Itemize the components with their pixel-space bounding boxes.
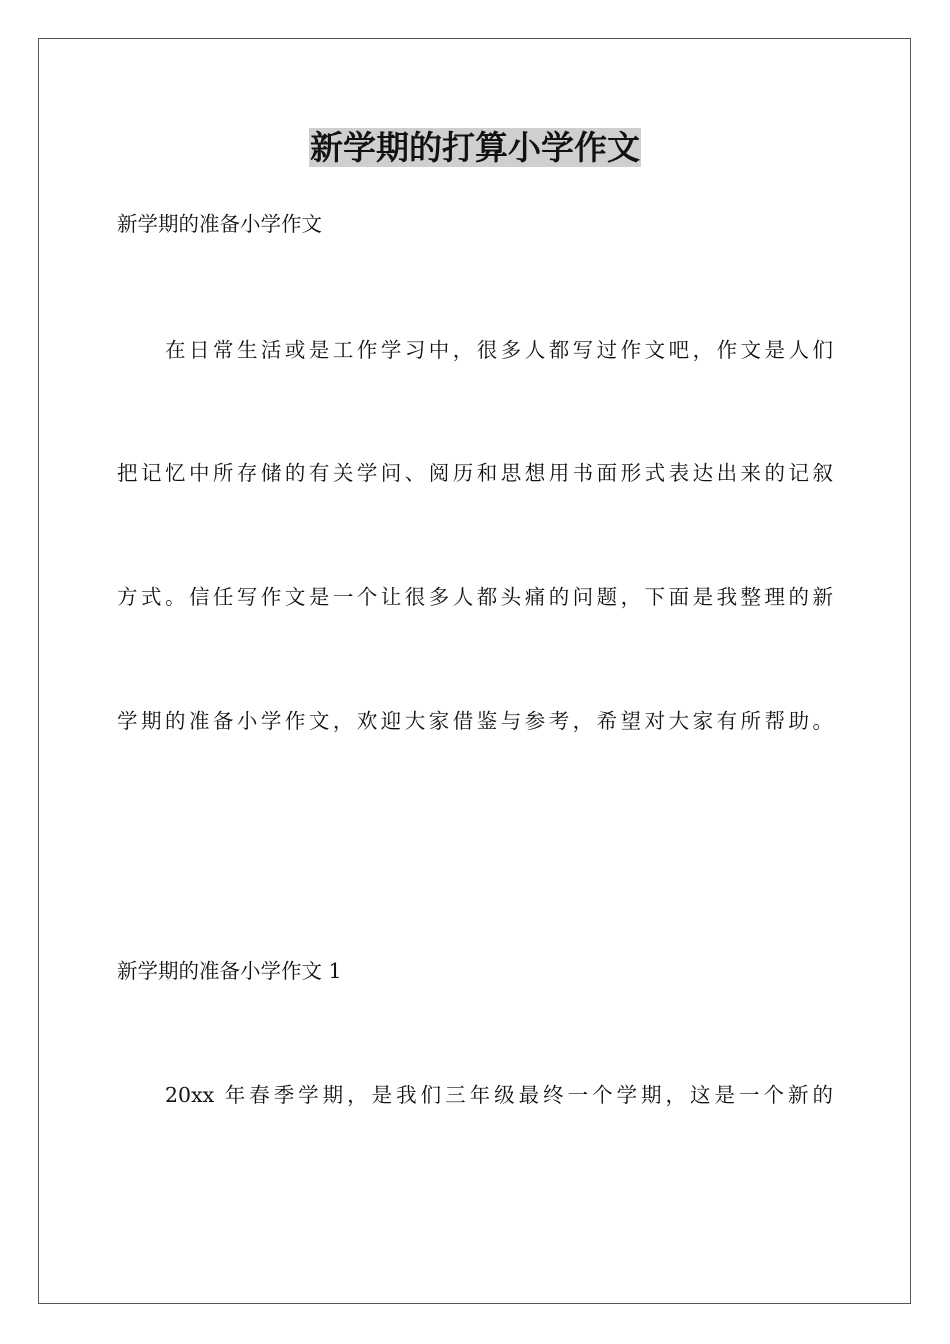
paragraph-line-1: 在日常生活或是工作学习中，很多人都写过作文吧，作文是人们 — [165, 338, 833, 362]
document-subtitle: 新学期的准备小学作文 — [117, 212, 322, 236]
paragraph-line-4: 学期的准备小学作文，欢迎大家借鉴与参考，希望对大家有所帮助。 — [117, 709, 833, 733]
document-title-text: 新学期的打算小学作文 — [310, 128, 640, 167]
document-title — [0, 126, 950, 170]
paragraph-line-3: 方式。信任写作文是一个让很多人都头痛的问题，下面是我整理的新 — [117, 585, 833, 609]
paragraph-line-2: 把记忆中所存储的有关学问、阅历和思想用书面形式表达出来的记叙 — [117, 461, 833, 485]
section-heading: 新学期的准备小学作文 1 — [117, 959, 342, 983]
section-paragraph-line-1: 20xx 年春季学期，是我们三年级最终一个学期，这是一个新的 — [165, 1083, 833, 1107]
